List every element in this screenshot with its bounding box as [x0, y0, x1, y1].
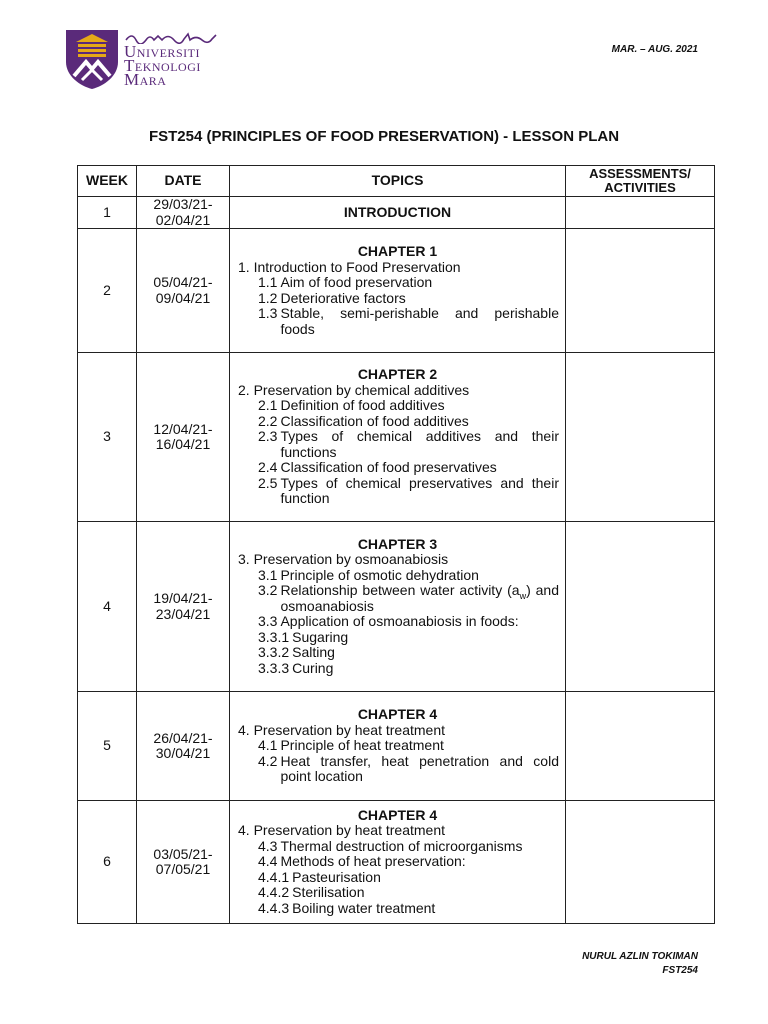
- subtopic-text: [280, 568, 559, 584]
- topics-cell: [230, 197, 566, 229]
- subtopic-text-main: Thermal destruction of microorganisms: [280, 837, 523, 854]
- subtopic-text: [280, 854, 559, 870]
- subtopic-item: [236, 645, 559, 661]
- subtopic-number: 3.3: [258, 613, 278, 630]
- subtopic-text-main: Relationship between water activity (a: [280, 582, 520, 599]
- column-header-topics: TOPICS: [230, 166, 566, 197]
- date-cell: 12/04/21- 16/04/21: [137, 353, 230, 522]
- uitm-logo: [64, 28, 234, 96]
- week-cell: 4: [78, 522, 137, 692]
- subtopic-item: [236, 854, 559, 870]
- subtopic-number: 3.2: [258, 582, 278, 599]
- subtopic-text-main: Salting: [292, 644, 335, 661]
- date-cell: 29/03/21- 02/04/21: [137, 197, 230, 229]
- date-cell: 19/04/21- 23/04/21: [137, 522, 230, 692]
- assessment-cell: [566, 353, 715, 522]
- subtopic-item: [236, 460, 559, 476]
- topics-cell: [230, 353, 566, 522]
- subtopic-number: 4.4.1: [258, 868, 290, 885]
- week-cell: 1: [78, 197, 137, 229]
- subtopic-number: 2.3: [258, 428, 278, 445]
- subtopic-text: [292, 645, 559, 661]
- subtopic-text-main: Types of chemical additives and their functions: [280, 428, 559, 460]
- subtopic-item: [236, 568, 559, 584]
- subtopic-item: [236, 291, 559, 307]
- assessment-cell: [566, 801, 715, 924]
- subtopic-number: 3.3.3: [258, 659, 290, 676]
- term-label: MAR. – AUG. 2021: [611, 44, 698, 55]
- subtopic-text-main: Heat transfer, heat penetration and cold point location: [280, 752, 559, 785]
- subtopic-number: 3.3.1: [258, 628, 290, 645]
- chapter-title: CHAPTER 3: [357, 535, 438, 552]
- subtopic-text-main: Curing: [292, 659, 334, 676]
- week-cell: 5: [78, 692, 137, 801]
- subtopic-text: [280, 754, 559, 785]
- topic-heading: 1. Introduction to Food Preservation: [238, 258, 461, 275]
- subtopic-text-main: Types of chemical preservatives and their function: [280, 474, 559, 507]
- subtopic-number: 4.4.2: [258, 884, 290, 901]
- subtopic-text: [280, 275, 559, 291]
- subtopic-item: [236, 414, 559, 430]
- subtopic-number: 2.5: [258, 474, 278, 491]
- subtopic-text-main: Classification of food preservatives: [280, 459, 497, 476]
- subtopic-text: [280, 429, 559, 460]
- subtopic-item: [236, 398, 559, 414]
- subtopic-number: 2.2: [258, 412, 278, 429]
- subtopic-text: [280, 460, 559, 476]
- footer-course-code: FST254: [662, 965, 698, 976]
- subtopic-number: 2.1: [258, 397, 278, 414]
- subtopic-text: [280, 414, 559, 430]
- chapter-title: CHAPTER 4: [357, 806, 438, 823]
- subtopic-text-main: Sugaring: [292, 628, 349, 645]
- topic-heading: 4. Preservation by heat treatment: [238, 721, 445, 738]
- subtopic-number: 3.3.2: [258, 644, 290, 661]
- subtopic-item: [236, 429, 559, 460]
- topics-cell: [230, 692, 566, 801]
- footer-author: NURUL AZLIN TOKIMAN: [582, 951, 698, 962]
- subtopic-item: [236, 754, 559, 785]
- chapter-title: CHAPTER 2: [357, 366, 438, 383]
- subtopic-item: [236, 614, 559, 630]
- topic-heading: 3. Preservation by osmoanabiosis: [238, 551, 449, 568]
- subtopic-text-main: Methods of heat preservation:: [280, 853, 466, 870]
- uitm-shield-icon: [64, 28, 120, 90]
- column-header-assessments: ASSESSMENTS/ ACTIVITIES: [566, 166, 715, 197]
- subtopic-text: [280, 839, 559, 855]
- subtopic-item: [236, 583, 559, 614]
- table-row: [78, 197, 715, 229]
- date-cell: 05/04/21- 09/04/21: [137, 229, 230, 353]
- subtopic-item: [236, 738, 559, 754]
- subtopic-text: [280, 306, 559, 337]
- week-cell: 6: [78, 801, 137, 924]
- page-title: FST254 (PRINCIPLES OF FOOD PRESERVATION) - LESSON PLAN: [148, 128, 620, 145]
- subtopic-item: [236, 885, 559, 901]
- subtopic-number: 1.3: [258, 305, 278, 321]
- table-header-row: [78, 166, 715, 197]
- subtopic-number: 2.4: [258, 459, 278, 476]
- subtopic-item: [236, 275, 559, 291]
- footer: [582, 950, 698, 978]
- subtopic-text-main: Pasteurisation: [292, 868, 381, 885]
- chapter-title: CHAPTER 1: [357, 243, 438, 259]
- table-row: [78, 229, 715, 353]
- subtopic-text: [280, 476, 559, 507]
- topic-heading: 2. Preservation by chemical additives: [238, 381, 470, 398]
- subtopic-text-main: Principle of osmotic dehydration: [280, 566, 479, 583]
- subtopic-text: [280, 583, 559, 614]
- subtopic-number: 4.4: [258, 853, 278, 870]
- subtopic-number: 4.2: [258, 752, 278, 769]
- subtopic-item: [236, 630, 559, 646]
- subtopic-text-main: Stable, semi-perishable and perishable foods: [280, 305, 559, 337]
- week-cell: 3: [78, 353, 137, 522]
- subtopic-item: [236, 870, 559, 886]
- assessment-cell: [566, 229, 715, 353]
- subtopic-text-main: Boiling water treatment: [292, 899, 436, 916]
- topic-heading: INTRODUCTION: [343, 203, 452, 220]
- subtopic-text: [292, 870, 559, 886]
- subtopic-text-after: ) and osmoanabiosis: [280, 582, 559, 614]
- subtopic-item: [236, 839, 559, 855]
- subtopic-text: [280, 291, 559, 307]
- table-row: [78, 522, 715, 692]
- subtopic-text-main: Application of osmoanabiosis in foods:: [280, 613, 519, 630]
- subtopic-text: [292, 885, 559, 901]
- topics-cell: [230, 522, 566, 692]
- subtopic-item: [236, 306, 559, 337]
- subtopic-text-main: Deteriorative factors: [280, 289, 406, 306]
- topics-cell: [230, 229, 566, 353]
- column-header-date: DATE: [137, 166, 230, 197]
- subtopic-text: [280, 398, 559, 414]
- subtopic-text-main: Aim of food preservation: [280, 274, 433, 290]
- lesson-plan-table: [77, 165, 715, 924]
- subtopic-item: [236, 476, 559, 507]
- table-row: [78, 692, 715, 801]
- assessment-cell: [566, 692, 715, 801]
- subtopic-number: 1.2: [258, 289, 278, 306]
- assessment-cell: [566, 522, 715, 692]
- subtopic-number: 4.4.3: [258, 899, 290, 916]
- subtopic-number: 4.3: [258, 837, 278, 854]
- subtopic-text: [292, 901, 559, 917]
- week-cell: 2: [78, 229, 137, 353]
- subtopic-text-main: Principle of heat treatment: [280, 737, 444, 754]
- subtopic-text: [292, 661, 559, 677]
- table-row: [78, 801, 715, 924]
- subtopic-text-main: Definition of food additives: [280, 397, 445, 414]
- subtopic-text-main: Classification of food additives: [280, 412, 469, 429]
- subtopic-number: 3.1: [258, 566, 278, 583]
- subtopic-item: [236, 901, 559, 917]
- subtopic-number: 4.1: [258, 737, 278, 754]
- subtopic-item: [236, 661, 559, 677]
- logo-wordmark: Universiti Teknologi Mara: [124, 42, 201, 89]
- chapter-title: CHAPTER 4: [357, 706, 438, 723]
- subtopic-text: [292, 630, 559, 646]
- subtopic-number: 1.1: [258, 274, 278, 290]
- subtopic-text: [280, 614, 559, 630]
- subtopic-text: [280, 738, 559, 754]
- table-row: [78, 353, 715, 522]
- subtopic-text-main: Sterilisation: [292, 884, 365, 901]
- topic-heading: 4. Preservation by heat treatment: [238, 822, 445, 839]
- topics-cell: [230, 801, 566, 924]
- date-cell: 26/04/21- 30/04/21: [137, 692, 230, 801]
- subscript: w: [519, 591, 527, 602]
- assessment-cell: [566, 197, 715, 229]
- column-header-week: WEEK: [78, 166, 137, 197]
- date-cell: 03/05/21- 07/05/21: [137, 801, 230, 924]
